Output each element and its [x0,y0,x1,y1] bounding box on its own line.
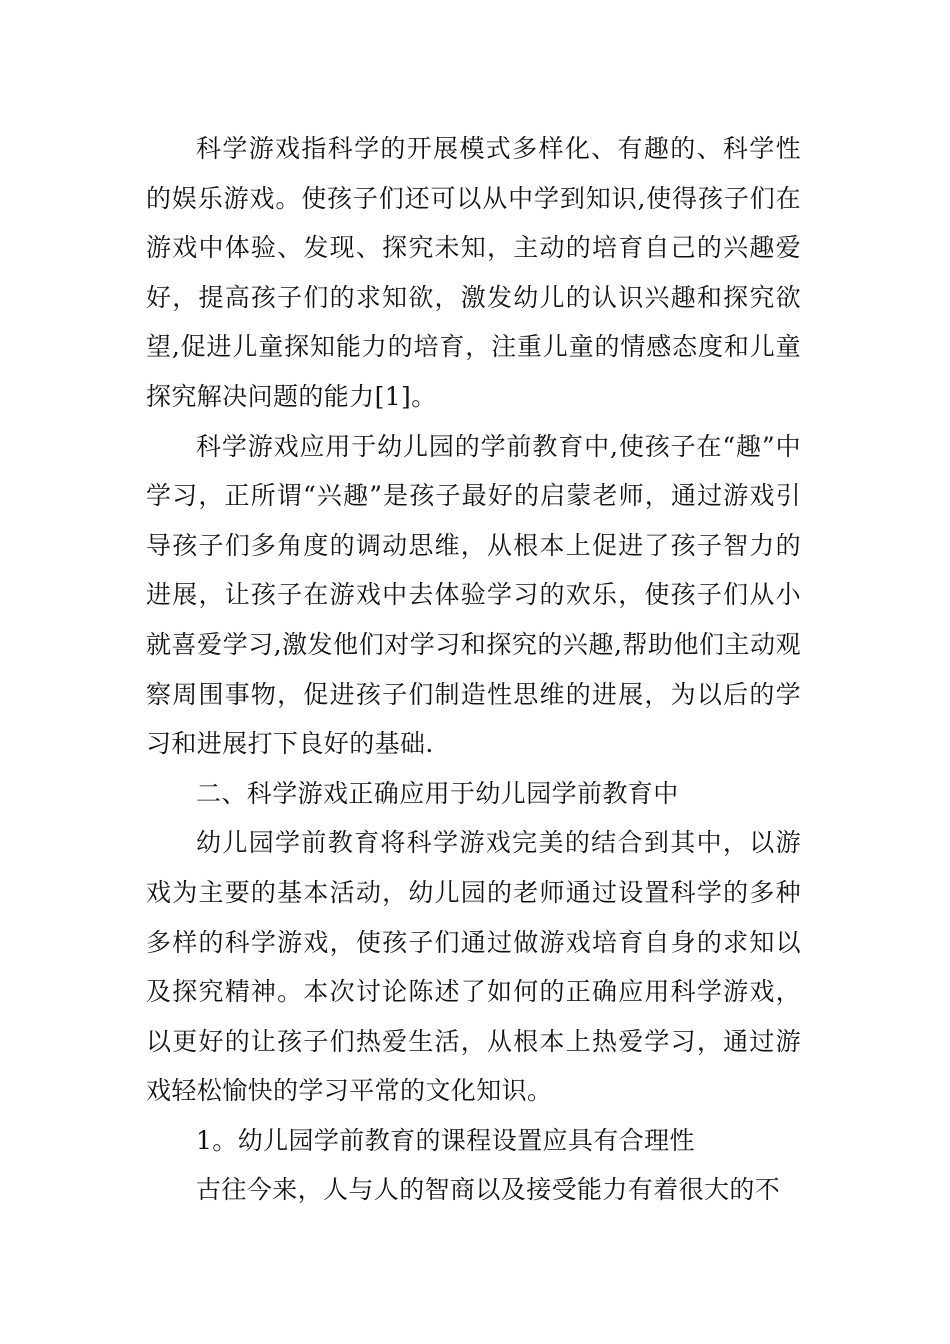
section-heading-two: 二、科学游戏正确应用于幼儿园学前教育中 [196,778,679,808]
paragraph-intelligence-differences: 古往今来，人与人的智商以及接受能力有着很大的不 [196,1175,781,1205]
paragraph-kindergarten-education: 幼儿园学前教育将科学游戏完美的结合到其中，以游戏为主要的基本活动，幼儿园的老师通过设置科学的多种多样的科学游戏，使孩子们通过做游戏培育自身的求知以及探究精神。本次讨论陈述了如何的正确应用科学游戏，以更好的让孩子们热爱生活，从根本上热爱学习，通过游戏轻松愉快的学习平常的文化知识。 [146,828,801,1106]
paragraph-science-games-application: 科学游戏应用于幼儿园的学前教育中,使孩子在“趣”中学习，正所谓“兴趣”是孩子最好的启蒙老师，通过游戏引导孩子们多角度的调动思维，从根本上促进了孩子智力的进展，让孩子在游戏中去体验学习的欢乐，使孩子们从小就喜爱学习,激发他们对学习和探究的兴趣,帮助他们主动观察周围事物，促进孩子们制造性思维的进展，为以后的学习和进展打下良好的基础. [146,431,801,759]
document-page [146,124,801,1215]
paragraph-science-games-definition: 科学游戏指科学的开展模式多样化、有趣的、科学性的娱乐游戏。使孩子们还可以从中学到知识,使得孩子们在游戏中体验、发现、探究未知，主动的培育自己的兴趣爱好，提高孩子们的求知欲，激发幼儿的认识兴趣和探究欲望,促进儿童探知能力的培育，注重儿童的情感态度和儿童探究解决问题的能力[1]。 [146,134,801,411]
subsection-heading-one: 1。幼儿园学前教育的课程设置应具有合理性 [196,1125,695,1155]
